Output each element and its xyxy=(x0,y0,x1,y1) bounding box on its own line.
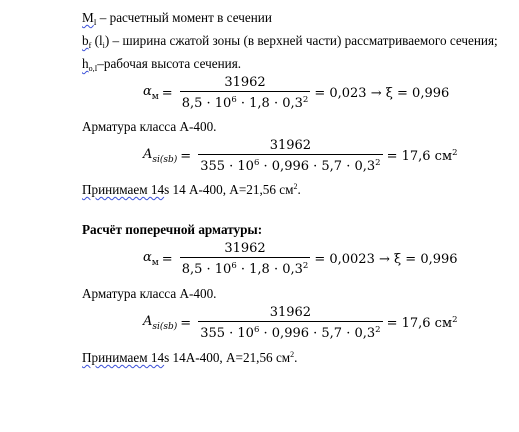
alpha-formula-1: $\alpha_м$ = $\frac{31962}{8,5 \cdot 10^6 \cdot 1,8 \cdot 0,3^2}$ = 0,023 → ξ = 0,996 xyxy=(143,75,450,111)
area-symbol: $A_{si(sb)}$ xyxy=(143,314,178,332)
area-denominator: $355 \cdot 10^6 \cdot 0,996 \cdot 5,7 \cdot 0,3^2$ xyxy=(198,154,382,174)
definition-width-text: ) – ширина сжатой зоны (в верхней части) рассматриваемого сечения; xyxy=(104,33,498,48)
area-numerator: 31962 xyxy=(269,138,312,153)
alpha-fraction xyxy=(180,75,311,111)
accept-line-2: Принимаем 14s 14А-400, А=21,56 $см^2$. xyxy=(82,350,298,365)
area-formula-2: $A_{si(sb)}$ = $\frac{31962}{355 \cdot 10^6 \cdot 0,996 \cdot 5,7 \cdot 0,3^2}$ = 17,6 $см^2$ xyxy=(143,305,458,341)
definition-height xyxy=(82,56,241,77)
rebar-class-1: Арматура класса А-400. xyxy=(82,119,217,134)
definition-width: $b_f$ $(l_i)$ – ширина сжатой зоны (в верхней части) рассматриваемого сечения; xyxy=(82,33,498,50)
alpha-fraction xyxy=(180,241,311,277)
area-denominator: $355 \cdot 10^6 \cdot 0,996 \cdot 5,7 \cdot 0,3^2$ xyxy=(198,321,382,341)
rebar-class-2: Арматура класса А-400. xyxy=(82,286,217,301)
definition-height-text: –рабочая высота сечения. xyxy=(97,56,242,71)
alpha-symbol: $\alpha_м$ xyxy=(143,84,159,102)
width-symbol: $b_f$ xyxy=(82,33,92,50)
height-symbol: $h_{o,I}$ xyxy=(82,56,98,73)
alpha-symbol: $\alpha_м$ xyxy=(143,250,159,268)
alpha-numerator: 31962 xyxy=(224,241,266,256)
section-heading: Расчёт поперечной арматуры: xyxy=(82,222,263,237)
alpha-denominator: $8,5 \cdot 10^6 \cdot 1,8 \cdot 0,3^2$ xyxy=(180,91,311,111)
accept-prefix: Принимаем 14 xyxy=(82,350,165,365)
definition-moment xyxy=(82,10,272,31)
alpha-denominator: $8,5 \cdot 10^6 \cdot 1,8 \cdot 0,3^2$ xyxy=(180,257,311,277)
alpha-result: = 0,023 → ξ = 0,996 xyxy=(314,85,450,101)
definition-moment-text: – расчетный момент в сечении xyxy=(96,10,272,25)
area-symbol: $A_{si(sb)}$ xyxy=(143,147,178,165)
accept-line-1: Принимаем 14s 14 А-400, А=21,56 $см^2$. xyxy=(82,182,301,197)
area-numerator: 31962 xyxy=(269,305,312,320)
moment-symbol: $M_I$ xyxy=(82,10,97,27)
alpha-formula-2: $\alpha_м$ = $\frac{31962}{8,5 \cdot 10^6 \cdot 1,8 \cdot 0,3^2}$ = 0,0023 → ξ = 0,996 xyxy=(143,241,458,277)
accept-prefix: Принимаем 14 xyxy=(82,182,165,197)
area-fraction xyxy=(198,305,382,341)
area-formula-1: $A_{si(sb)}$ = $\frac{31962}{355 \cdot 10^6 \cdot 0,996 \cdot 5,7 \cdot 0,3^2}$ = 17,6 $см^2$ xyxy=(143,138,458,174)
area-result: = 17,6 $см^2$ xyxy=(386,315,458,331)
area-result: = 17,6 $см^2$ xyxy=(386,148,458,164)
area-fraction xyxy=(198,138,382,174)
alpha-result: = 0,0023 → ξ = 0,996 xyxy=(314,251,458,267)
alpha-numerator: 31962 xyxy=(224,75,266,90)
